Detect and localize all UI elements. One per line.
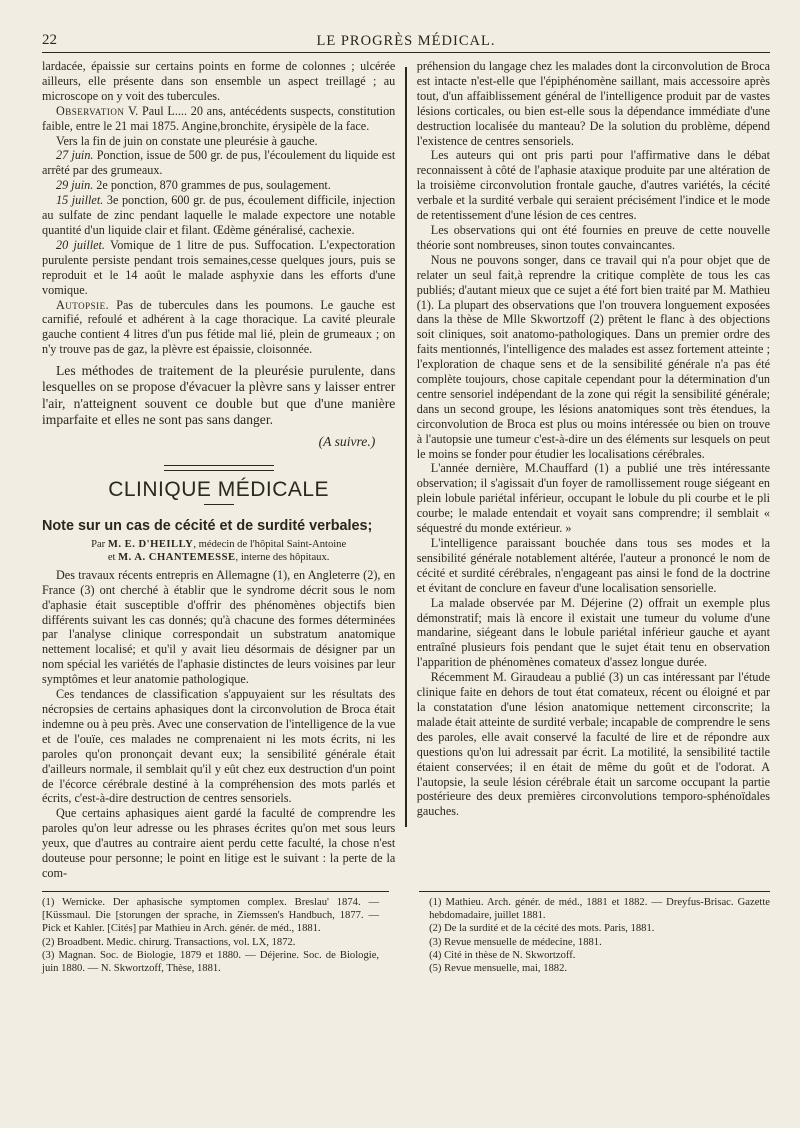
dated-text: Vomique de 1 litre de pus. Suffocation. L'expectoration purulente persiste pendant trois semaines,cesse quelques jours, puis se reproduit et le 14 août le malade asphyxie dans les efforts d'une vomique. bbox=[42, 237, 396, 297]
journal-title: LE PROGRÈS MÉDICAL. bbox=[316, 33, 496, 49]
title-rule bbox=[204, 504, 234, 505]
byline-text: , médecin de l'hôpital Saint-Antoine bbox=[193, 538, 347, 550]
page-number: 22 bbox=[42, 32, 57, 48]
paragraph: La malade observée par M. Déjerine (2) offrait un exemple plus démonstratif; mais là encore il existait une tumeur du volume d'une mandarine, siégeant dans le lobule pariétal inférieur gauche et ayant entraîné plusieurs fois pendant que le sujet était tenu en observation l'apparition de phénomènes comateux d'assez longue durée. bbox=[416, 595, 771, 670]
footnote: (1) Wernicke. Der aphasische symptomen complex. Breslau' 1874. — [Küssmaul. Die [storungen der sprache, in Ziemssen's Handbuch, 1877. — Pick et Kahler. [Cités] par Mathieu in Arch. génér. de méd., 1881. bbox=[42, 896, 380, 935]
byline-text: et bbox=[107, 551, 119, 563]
paragraph: Ces tendances de classification s'appuyaient sur les résultats des nécropsies de certains aphasiques dont la circonvolution de Broca était indemne ou à peu près. Avec une conservation de l'intelligence de la vue et de l'ouïe, ces malades ne comprenaient ni les mots écrits, ni les paroles qu'on prononçait devant eux; la sensibilité générale était d'ailleurs normale, il semblait qu'il y eût chez eux destruction d'un point de l'écorce cérébrale destiné à la compréhension des mots parlés et écrits, c'est-à-dire destruction de centres sensoriels. bbox=[42, 687, 396, 806]
paragraph: Des travaux récents entrepris en Allemagne (1), en Angleterre (2), en France (3) ont cherché à établir que le syndrome décrit sous le nom d'aphasie était susceptible d'offrir des phénomènes objectifs bien différents suivant les cas donnés; qu'à chacune des formes déterminées par l'analyse clinique correspondait un substratum anatomique nettement localisé; et qu'il y avait lieu désormais de désigner par un nom spécial les variétés de l'aphasie distinctes de leurs voisines par leur symptômes et leur anatomie pathologique. bbox=[42, 567, 396, 687]
footnotes bbox=[42, 891, 770, 975]
paragraph: Vers la fin de juin on constate une pleurésie à gauche. bbox=[56, 133, 318, 148]
article-title: Note sur un cas de cécité et de surdité verbales; bbox=[42, 517, 373, 534]
author-name: M. A. CHANTEMESSE bbox=[118, 551, 236, 563]
byline-text: Par bbox=[91, 538, 108, 550]
paragraph: Nous ne pouvons songer, dans ce travail qui n'a pour objet que de relater un seul fait,à reprendre la critique complète de tous les cas publiés; d'autant mieux que ce sujet a été fort bien traité par M. Mathieu (1). La plupart des observations que l'on trouvera longuement exposées dans la thèse de Mlle Skwortzoff (2) prêtent le flanc à des objections soit cliniques, soit anatomo-pathologiques. Dans un premier ordre des faits mentionnés, l'intelligence des malades est assez fortement atteinte ; l'exploration de chaque sens et de la sensibilité générale n'a pas été complète toujours, chose capitale cependant pour la détermination d'un centre sensoriel indépendant de la zone qui régit la sensibilité générale; dans un second groupe, les lésions anatomiques sont très étendues, la circonvolution de Broca est plus ou moins intéressée ou bien on trouve à l'autopsie une tumeur c'est-à-dire un des éléments sur lesquels on peut le moins se fonder pour étudier les localisations cérébrales. bbox=[416, 252, 771, 461]
footnote: (3) Magnan. Soc. de Biologie, 1879 et 1880. — Déjerine. Soc. de Biologie, juin 1880. — N. Skwortzoff, Thèse, 1881. bbox=[42, 949, 380, 974]
observation-text: V. Paul L.... 20 ans, antécédents suspects, constitution faible, entre le 21 mai 1875. Angine,bronchite, érysipèle de la face. bbox=[42, 103, 396, 133]
paragraph: L'année dernière, M.Chauffard (1) a publié une très intéressante observation; il s'agissait d'un foyer de ramollissement rouge siégeant en plein lobule pariétal inférieur, occupant le lobule du pli courbe et le pli courbe; le malade entendait et voyait sans comprendre; il semblait « séquestré du monde extérieur. » bbox=[416, 461, 771, 536]
footnote: (2) De la surdité et de la cécité des mots. Paris, 1881. bbox=[429, 923, 655, 935]
left-column bbox=[42, 59, 405, 881]
footnote: (5) Revue mensuelle, mai, 1882. bbox=[429, 962, 568, 974]
byline-text: , interne des hôpitaux. bbox=[235, 551, 330, 563]
footnote: (1) Mathieu. Arch. génér. de méd., 1881 et 1882. — Dreyfus-Brisac. Gazette hebdomadaire, juillet 1881. bbox=[429, 896, 770, 922]
date: 27 juin. bbox=[56, 148, 94, 163]
paragraph: préhension du langage chez les malades dont la circonvolution de Broca est intacte n'est-elle que l'épiphénomène saillant, mais accessoire après tout, d'un affaiblissement général de l'intelligence produit par de vastes lésions corticales, ou bien est-elle sous la dépendance immédiate d'une destruction localisée du manteau? De la solution du problème, dépend l'existence de centres sensoriels. bbox=[416, 59, 771, 148]
lead-paragraph: Les méthodes de traitement de la pleurésie purulente, dans lesquelles on se propose d'évacuer la plèvre sans y laisser entrer l'air, n'atteignent souvent ce double but que d'une manière imparfaite et elles ne sont pas sans danger. bbox=[42, 363, 396, 427]
footnote: (2) Broadbent. Medic. chirurg. Transactions, vol. LX, 1872. bbox=[42, 936, 296, 948]
date: 20 juillet. bbox=[56, 237, 105, 252]
dated-text: Ponction, issue de 500 gr. de pus, l'écoulement du liquide est arrêté par des grumeaux. bbox=[42, 148, 396, 178]
running-header bbox=[42, 30, 770, 53]
ornament-divider bbox=[42, 460, 395, 475]
autopsy-paragraph bbox=[42, 298, 395, 358]
footnote: (4) Cité in thèse de N. Skwortzoff. bbox=[429, 949, 576, 961]
paragraph: Récemment M. Giraudeau a publié (3) un cas intéressant par l'étude clinique faite en dehors de tout état comateux, récent ou éloigné et par la constatation d'une lésion anatomique nettement circonscrite; la malade était atteinte de surdité verbale; incapable de comprendre le sens des paroles, elle avait conservé la faculté de lire et de répondre aux questions qu'on lui adressait par écrit. La motilité, la sensibilité tactile étaient conservées; il en était de même du goût et de l'odorat. A l'autopsie, la seule lésion cérébrale était un sarcome occupant la partie postérieure des deux premières circonvolutions temporo-sphénoïdales gauches. bbox=[416, 670, 771, 819]
right-column bbox=[407, 59, 770, 881]
dated-paragraph bbox=[42, 178, 395, 193]
byline bbox=[42, 538, 395, 564]
two-column-body bbox=[42, 59, 770, 881]
to-be-continued: (A suivre.) bbox=[318, 433, 376, 449]
dated-paragraph bbox=[42, 193, 395, 238]
paragraph: lardacée, épaissie sur certains points en forme de colonnes ; ulcérée ailleurs, elle présente dans son ensemble un aspect treillagé ; au microscope on y voit des tubercules. bbox=[42, 59, 396, 103]
dated-text: 3e ponction, 600 gr. de pus, écoulement difficile, injection au sulfate de zinc pendant laquelle le malade expectore une notable quantité d'un liquide clair et filant. Œdème généralisé, cachexie. bbox=[42, 193, 396, 237]
autopsy-label: Autopsie. bbox=[56, 297, 110, 312]
footnote: (3) Revue mensuelle de médecine, 1881. bbox=[429, 936, 602, 948]
dated-text: 2e ponction, 870 grammes de pus, soulagement. bbox=[93, 178, 331, 193]
paragraph: L'intelligence paraissant bouchée dans tous ses modes et la sensibilité générale notablement altérée, l'auteur a prononcé le nom de cécité et surdité cérébrales, n'engageant pas ainsi le fond de la doctrine et évitant de conclure en faveur d'une localisation sensorielle. bbox=[416, 536, 771, 595]
section-title: CLINIQUE MÉDICALE bbox=[108, 478, 330, 502]
dated-paragraph bbox=[42, 238, 395, 298]
paragraph: Les auteurs qui ont pris parti pour l'affirmative dans le débat reconnaissent à côté de l'aphasie ataxique produite par une altération de la troisième circonvolution frontale gauche, d'autres variétés, la cécité verbale et la surdité verbale qui seraient précisément l'indice et le mode de retentissement d'une lésion de ces centres. bbox=[416, 148, 771, 223]
observation-label: Observation bbox=[56, 103, 125, 118]
paragraph: Que certains aphasiques aient gardé la faculté de comprendre les paroles qu'on leur adresse ou les phrases écrites qu'on met sous leurs yeux, que d'autres au contraire aient perdu cette faculté, la chose n'est douteuse pour personne; le point en litige est le suivant : la perte de la com- bbox=[42, 806, 396, 880]
observation-paragraph bbox=[42, 104, 395, 134]
dated-paragraph bbox=[42, 148, 395, 178]
date: 29 juin. bbox=[56, 178, 94, 193]
date: 15 juillet. bbox=[56, 193, 104, 208]
author-name: M. E. D'HEILLY bbox=[107, 538, 194, 550]
footnotes-right bbox=[419, 891, 770, 975]
footnotes-left bbox=[42, 891, 389, 975]
autopsy-text: Pas de tubercules dans les poumons. Le gauche est carnifié, refoulé et adhérent à la cage thoracique. La cavité pleurale gauche contient 4 litres d'un pus fétide mal lié, plein de grumeaux ; on n'y trouve pas de gaz, la plèvre est épaissie, cloisonnée. bbox=[42, 297, 396, 357]
paragraph: Les observations qui ont été fournies en preuve de cette nouvelle théorie sont nombreuses, sinon toutes convaincantes. bbox=[416, 222, 771, 252]
